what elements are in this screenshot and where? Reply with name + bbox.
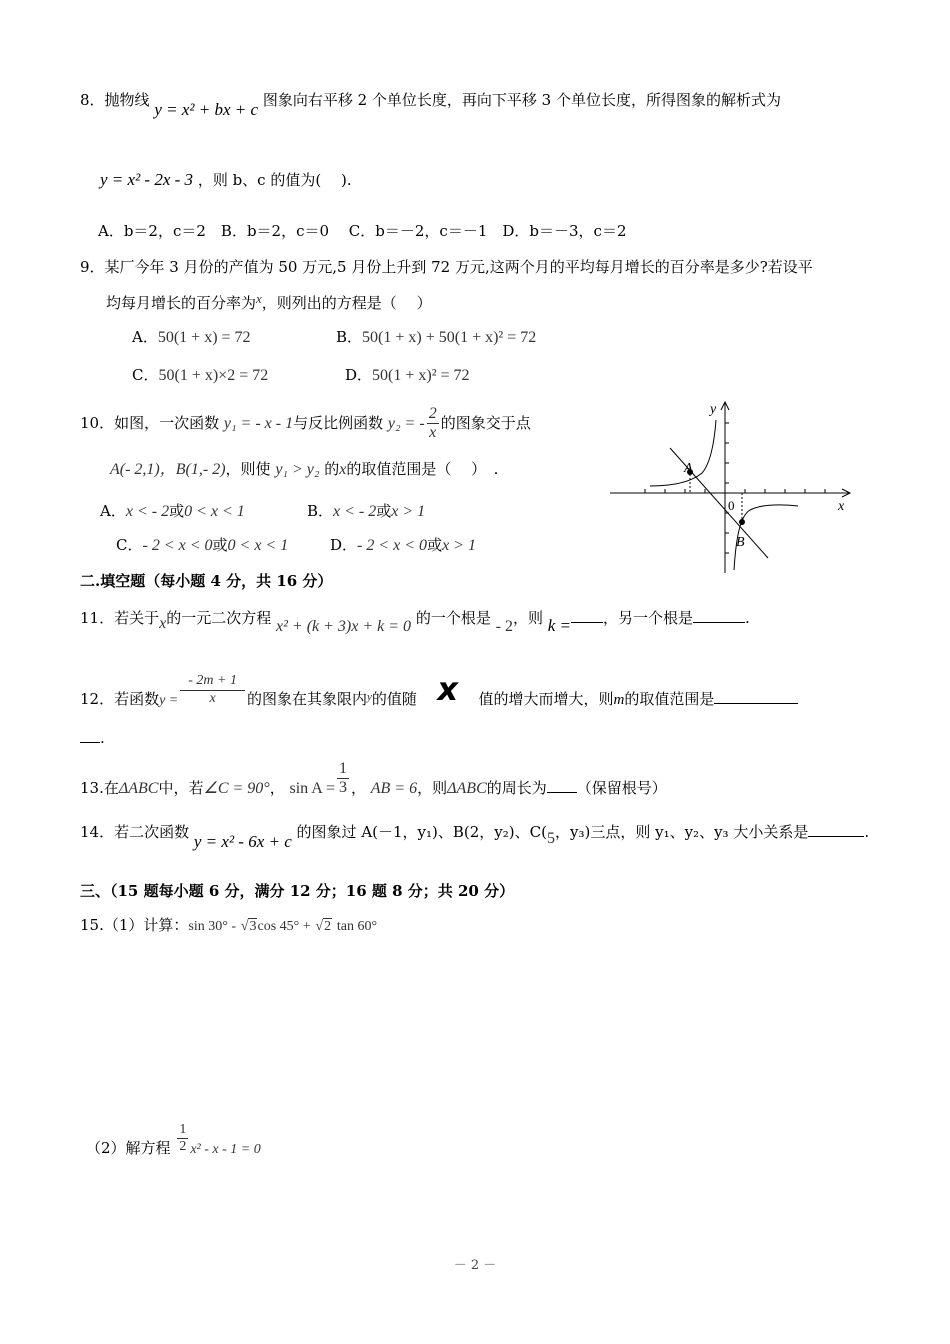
option-expr: - 2 < x < 0 xyxy=(142,537,213,554)
q10-label: 10．如图，一次函数 xyxy=(80,413,220,432)
q12-big-x: x xyxy=(437,670,459,708)
option-label: A． xyxy=(100,502,126,520)
q10-function-graph xyxy=(610,398,855,576)
q9-line1: 9．某厂今年 3 月份的产值为 50 万元,5 月份上升到 72 万元,这两个月的平均每月增长的百分率是多少?若设平 xyxy=(80,258,813,276)
y-axis-label: y xyxy=(710,402,717,417)
q11-equation: x² + (k + 3)x + k = 0 xyxy=(276,618,412,635)
q10-inverse-eq: y₂ = - xyxy=(387,414,425,432)
q9-option-a xyxy=(132,328,251,347)
q12-line2 xyxy=(80,728,105,747)
q15-expr: tan 60° xyxy=(336,919,378,934)
q12-small-y: y xyxy=(367,691,372,703)
hyperbola-branch-left xyxy=(650,420,716,486)
q13-text: ， xyxy=(269,778,285,797)
q13-line xyxy=(80,760,667,798)
fraction-numerator: - 2m + 1 xyxy=(180,673,245,690)
q9-option-c xyxy=(132,366,268,385)
q10-text-tail: 的图象交于点 xyxy=(440,413,531,432)
q11-text: 的一个根是 xyxy=(415,609,491,627)
q11-text: 的一元二次方程 xyxy=(166,609,272,627)
q10-text: 的 xyxy=(324,460,340,478)
q15-part2-label: （2）解方程 xyxy=(86,1138,171,1157)
option-expr: x > 1 xyxy=(442,537,476,554)
q14-end: . xyxy=(864,823,870,841)
q13-text: 中，若 xyxy=(158,778,204,797)
option-expr: 50(1 + x)² = 72 xyxy=(372,367,470,384)
q11-blank-k[interactable] xyxy=(571,608,603,623)
q14-text: ，y₃)三点，则 y₁、y₂、y₃ 大小关系是 xyxy=(554,823,809,841)
q10-text: ，则使 xyxy=(225,460,271,478)
fraction-numerator: 2 xyxy=(427,405,439,424)
q9-line2 xyxy=(106,291,432,312)
q11-end: . xyxy=(745,609,750,627)
page-number: － 2 － xyxy=(453,1258,497,1273)
q8-question: ，则 b、c 的值为( ). xyxy=(197,171,352,189)
q11-variable: x xyxy=(159,615,167,632)
q12-end: . xyxy=(100,729,105,747)
q13-text: ， xyxy=(350,778,366,797)
option-expr: 50(1 + x)×2 = 72 xyxy=(158,367,269,384)
option-label: C． xyxy=(116,536,143,554)
q12-blank-cont[interactable] xyxy=(80,728,100,743)
q14-equation: y = x² - 6x + c xyxy=(193,832,292,851)
q10-option-a xyxy=(100,502,245,521)
q12-text: 的值随 xyxy=(371,690,417,708)
option-expr: 50(1 + x) = 72 xyxy=(157,329,251,346)
fraction-denominator: x xyxy=(209,690,216,706)
option-expr: 0 < x < 1 xyxy=(227,537,289,554)
q11-k: k = xyxy=(547,616,572,635)
x-axis-label: x xyxy=(838,499,845,514)
q10-option-c xyxy=(116,536,288,555)
q11-root: - 2 xyxy=(495,618,513,635)
q15-expr: sin 30° - xyxy=(188,919,237,934)
q8-label: 8．抛物线 xyxy=(80,91,150,109)
q8-text: 图象向右平移 2 个单位长度，再向下平移 3 个单位长度，所得图象的解析式为 xyxy=(262,91,781,109)
q13-label: 13.在 xyxy=(80,778,119,797)
q10-condition: y₁ > y₂ xyxy=(275,461,320,478)
option-expr: 0 < x < 1 xyxy=(184,503,245,520)
option-label: D． xyxy=(330,536,358,554)
or-text: 或 xyxy=(212,536,228,554)
q14-text: 的图象过 A(－1，y₁)、B(2，y₂)、C( xyxy=(296,823,547,841)
q12-m: m xyxy=(613,692,625,708)
option-label: A． xyxy=(132,328,158,346)
q9-option-b xyxy=(336,328,536,347)
q10-option-b xyxy=(307,502,425,521)
option-expr: x > 1 xyxy=(391,503,426,520)
q14-blank[interactable] xyxy=(808,822,864,837)
q12-text: 值的增大而增大，则 xyxy=(478,690,614,708)
q8-line1 xyxy=(80,90,781,119)
point-a-label: A xyxy=(684,461,693,476)
fraction-denominator: 3 xyxy=(338,779,347,797)
q12-line xyxy=(80,664,798,707)
q8-result-equation: y = x² - 2x - 3 xyxy=(100,170,194,189)
q9-variable: x xyxy=(256,291,262,306)
q15-equation: x² - x - 1 = 0 xyxy=(190,1141,261,1157)
q9-question: ，则列出的方程是（ ） xyxy=(261,294,432,312)
q10-option-d xyxy=(330,536,476,555)
q8-options: A．b＝2，c＝2 B．b＝2，c＝0 C．b＝－2，c＝－1 D．b＝－3，c＝2 xyxy=(98,222,627,240)
or-text: 或 xyxy=(427,536,443,554)
option-expr: - 2 < x < 0 xyxy=(357,537,428,554)
point-b-label: B xyxy=(736,535,745,550)
x-ticks xyxy=(645,489,825,493)
fraction-numerator: 1 xyxy=(337,760,349,779)
q12-blank[interactable] xyxy=(714,689,798,704)
q13-sin: sin A = xyxy=(289,779,335,797)
point-b xyxy=(739,519,745,525)
q15-fraction xyxy=(177,1122,188,1155)
q13-blank[interactable] xyxy=(547,778,577,793)
q15-sqrt2: 2 xyxy=(324,919,332,934)
option-label: D． xyxy=(345,366,373,384)
q13-fraction xyxy=(337,760,349,798)
option-expr: 50(1 + x) + 50(1 + x)² = 72 xyxy=(362,329,537,346)
option-label: B． xyxy=(307,502,334,520)
q11-text: ，另一个根是 xyxy=(603,609,694,627)
option-label: C． xyxy=(132,366,159,384)
q12-text: 的取值范围是 xyxy=(624,690,715,708)
q14-line xyxy=(80,822,870,851)
fraction-denominator: x xyxy=(429,424,437,442)
q10-text: 与反比例函数 xyxy=(293,413,384,432)
q12-text: 的图象在其象限内 xyxy=(247,690,368,708)
q13-text: 的周长为 xyxy=(486,778,547,797)
q10-fraction xyxy=(427,405,439,443)
option-expr: x < - 2 xyxy=(125,503,170,520)
q13-text: ，则 xyxy=(417,778,448,797)
q9-option-d xyxy=(345,366,470,385)
q11-line xyxy=(80,608,750,635)
q11-blank-root[interactable] xyxy=(693,608,745,623)
q11-label: 11．若关于 xyxy=(80,609,160,627)
q10-line2 xyxy=(110,460,498,479)
q11-text: ，则 xyxy=(512,609,543,627)
q10-line1 xyxy=(80,405,531,443)
q13-angle: ∠C = 90° xyxy=(203,779,270,797)
q15-part1: 15.（1）计算：sin 30° - √3cos 45° + √2 tan 60° xyxy=(80,916,378,934)
q10-question: 的取值范围是（ ） . xyxy=(346,460,499,478)
origin-label: 0 xyxy=(728,498,735,513)
q13-ab: AB = 6 xyxy=(370,779,418,797)
q9-text: 均每月增长的百分率为 xyxy=(106,294,257,312)
q12-fraction xyxy=(180,673,245,706)
fraction-numerator: 1 xyxy=(177,1122,188,1139)
option-label: B． xyxy=(336,328,363,346)
q8-equation: y = x² + bx + c xyxy=(154,100,259,119)
y-ticks xyxy=(725,423,729,553)
fraction-denominator: 2 xyxy=(179,1139,187,1155)
section-2-heading: 二.填空题（每小题 4 分，共 16 分） xyxy=(80,572,333,590)
q13-triangle: ΔABC xyxy=(118,779,159,797)
q10-linear-eq: y₁ = - x - 1 xyxy=(223,414,294,432)
option-expr: x < - 2 xyxy=(333,503,377,520)
or-text: 或 xyxy=(169,502,185,520)
or-text: 或 xyxy=(376,502,392,520)
q10-points: A(- 2,1)，B(1,- 2) xyxy=(110,461,226,478)
q15-sqrt3: 3 xyxy=(249,919,257,934)
q12-y: y = xyxy=(159,693,179,708)
q14-label: 14．若二次函数 xyxy=(80,823,190,841)
q10-variable: x xyxy=(339,461,347,478)
q8-line2 xyxy=(100,170,352,190)
q13-note: （保留根号） xyxy=(576,778,667,797)
q15-expr: cos 45° + xyxy=(257,919,311,934)
q15-label: 15.（1）计算： xyxy=(80,916,189,934)
q12-label: 12．若函数 xyxy=(80,690,160,708)
q14-c5: 5 xyxy=(546,830,555,847)
section-3-heading: 三、（15 题每小题 6 分，满分 12 分；16 题 8 分；共 20 分） xyxy=(80,882,515,900)
q13-triangle: ΔABC xyxy=(447,779,487,797)
q15-part2 xyxy=(86,1122,261,1155)
